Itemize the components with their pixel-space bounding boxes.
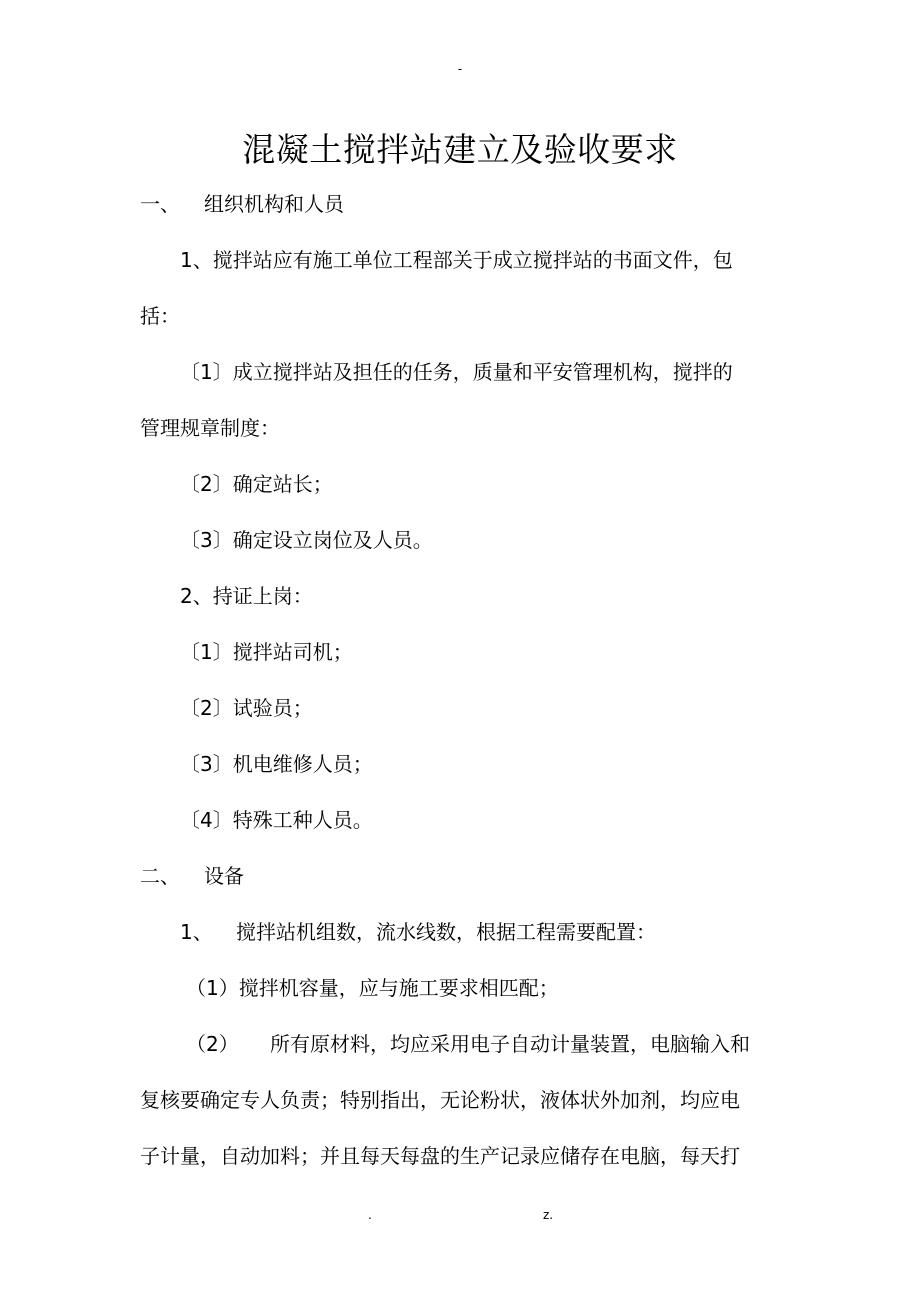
- section-title: 设备: [204, 864, 244, 888]
- list-number: （2）: [186, 1032, 239, 1056]
- footer-dot: .: [368, 1208, 372, 1222]
- paragraph-line: 子计量，自动加料；并且每天每盘的生产记录应储存在电脑，每天打: [140, 1144, 740, 1168]
- list-item: 〔4〕特殊工种人员。: [180, 808, 373, 832]
- list-item: 2、持证上岗：: [180, 584, 313, 608]
- section-number: 二、: [140, 864, 180, 888]
- list-item: 〔2〕确定站长；: [180, 472, 333, 496]
- section-heading-2: [140, 862, 790, 890]
- list-item: [180, 918, 790, 946]
- section-number: 一、: [140, 192, 180, 216]
- list-item: （1）搅拌机容量，应与施工要求相匹配；: [186, 976, 559, 1000]
- footer-mark: z.: [543, 1208, 554, 1222]
- list-text: 所有原材料，均应采用电子自动计量装置，电脑输入和: [270, 1032, 750, 1056]
- list-item: [186, 1030, 790, 1058]
- list-item: 〔3〕确定设立岗位及人员。: [180, 528, 433, 552]
- section-heading-1: [140, 190, 790, 218]
- paragraph-line: 复核要确定专人负责；特别指出，无论粉状，液体状外加剂，均应电: [140, 1088, 740, 1112]
- section-title: 组织机构和人员: [204, 192, 344, 216]
- paragraph-line: 〔1〕成立搅拌站及担任的任务，质量和平安管理机构，搅拌的: [180, 360, 733, 384]
- list-number: 1、: [180, 920, 213, 944]
- header-mark: -: [457, 62, 463, 76]
- list-text: 搅拌站机组数，流水线数，根据工程需要配置：: [236, 920, 656, 944]
- list-item: 〔2〕试验员；: [180, 696, 313, 720]
- paragraph-line: 1、搅拌站应有施工单位工程部关于成立搅拌站的书面文件，包: [180, 248, 733, 272]
- list-item: 〔3〕机电维修人员；: [180, 752, 373, 776]
- list-item: 〔1〕搅拌站司机；: [180, 640, 353, 664]
- paragraph-line: 括：: [140, 304, 180, 328]
- paragraph-line: 管理规章制度：: [140, 416, 280, 440]
- page-title: 混凝土搅拌站建立及验收要求: [242, 130, 678, 169]
